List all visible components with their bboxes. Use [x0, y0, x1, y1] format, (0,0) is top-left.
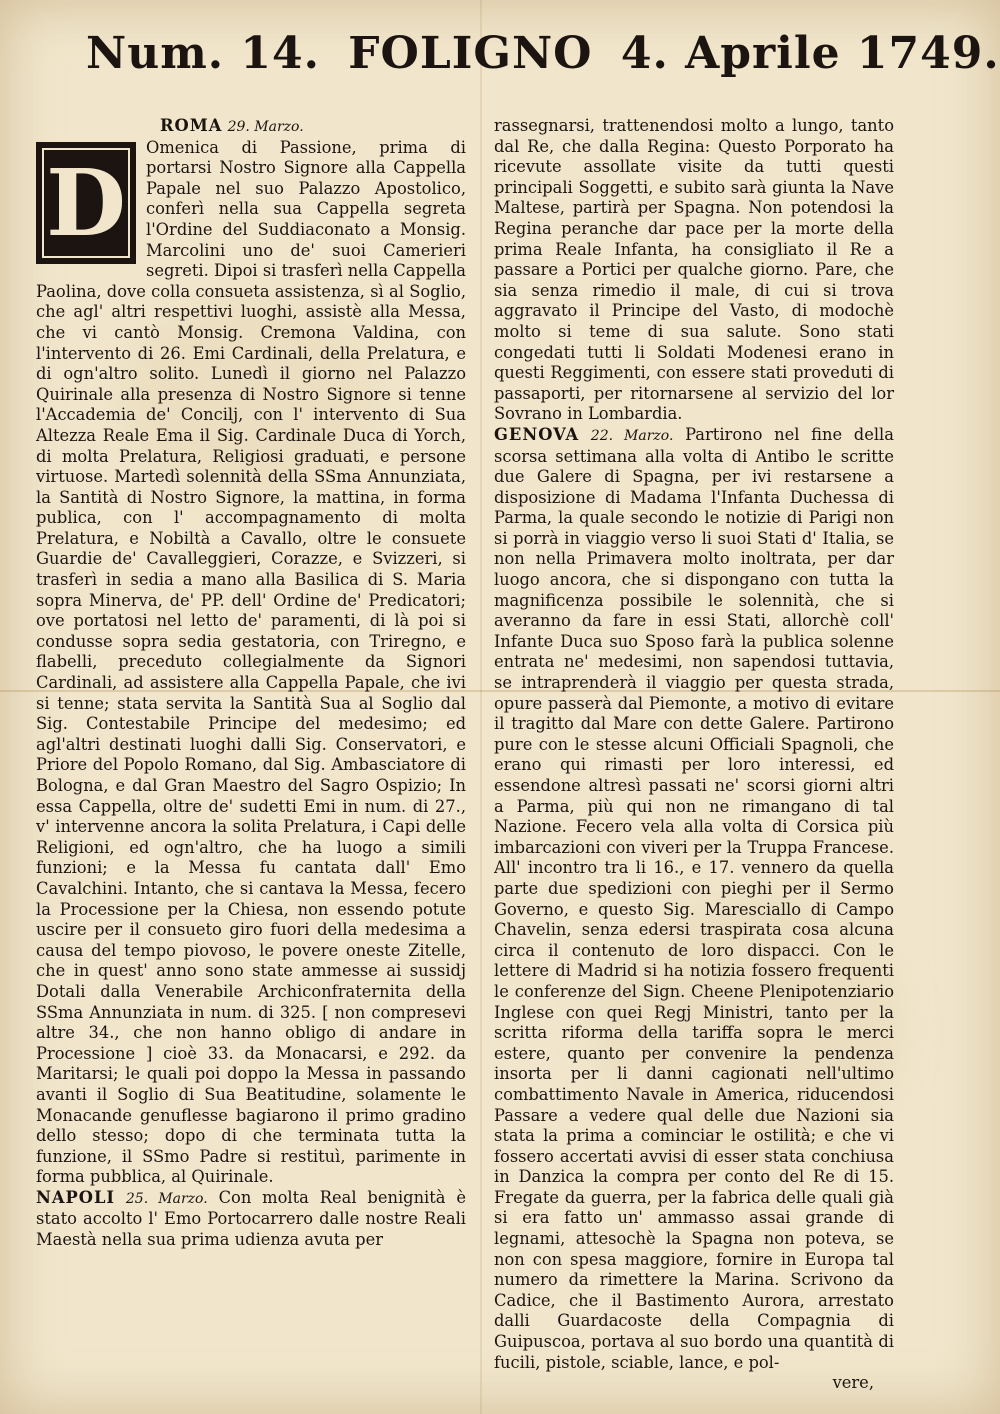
fold-line [480, 0, 482, 1414]
left-column [36, 116, 466, 1251]
dateline-date: 22. Marzo. [590, 427, 674, 444]
dropcap-letter: D [46, 148, 126, 257]
napoli-article [36, 1188, 466, 1251]
dateline-date: 29. Marzo. [227, 119, 304, 135]
genova-text: Partirono nel fine della scorsa settimana alla volta di Antibo le scritte due Galere di Spagna, per ivi restarsene a disposizione di Madama l'Infanta Duchessa di Parma, la quale secondo le notizie di Parigi non si porrà in viaggio verso li suoi Stati d' Italia, se non nella Primavera molto inoltrata, per dar luogo ancora, che si dispongano con tutta la magnificenza possibile le solennità, che si averanno da fare in essi Stati, allorchè coll' Infante Duca suo Sposo farà la publica solenne entrata ne' medesimi, non sapendosi tuttavia, se intraprenderà il viaggio per questa strada, opure passerà dal Piemonte, a motivo di evitare il tragitto dal Mare con dette Galere. Partirono pure con le stesse alcuni Officiali Spagnoli, che erano qui rimasti per loro interessi, ed essendone altresì passati ne' scorsi giorni altri a Parma, più qui non ne rimangano di tal Nazione. Fecero vela alla volta di Corsica più imbarcazioni con viveri per la Truppa Francese. All' incontro tra li 16., e 17. vennero da quella parte due spedizioni con pieghi per il Sermo Governo, e questo Sig. Maresciallo di Campo Chavelin, senza edersi traspirata cosa alcuna circa il contenuto de loro dispacci. Con le lettere di Madrid si ha notizia fossero frequenti le conferenze del Sign. Cheene Plenipotenziario Inglese con quei Regj Ministri, tanto per la scritta riforma della tariffa sopra le merci estere, quanto per convenire la pendenza insorta per li danni cagionati nell'ultimo combattimento Navale in America, riducendosi Passare a vedere qual delle due Nazioni sia stata la prima a cominciar le ostilità; e che vi fossero accertati avvisi di esser stata conchiusa in Danzica la compra per conto del Re di 15. Fregate da guerra, per la fabrica delle quali già si era fatto un' ammasso assai grande di legnami, attesochè la Spagna non poteva, se non con spesa maggiore, fornire in Europa tal numero da rimettere la Marina. Scrivono da Cadice, che il Bastimento Aurora, arrestato dalli Guardacoste della Compagnia di Guipuscoa, portava al suo bordo una quantità di fucili, pistole, sciable, lance, e pol- [494, 424, 894, 1372]
dateline-city: NAPOLI [36, 1187, 116, 1207]
roma-dateline [36, 116, 466, 138]
roma-article: Omenica di Passione, prima di portarsi Nostro Signore alla Cappella Papale nel suo Palazzo Apostolico, conferì nella sua Cappella segreta l'Ordine del Suddiaconato a Monsig. Marcolini uno de' suoi Camerieri segreti. Dipoi si trasferì nella Cappella Paolina, dove colla consueta assistenza, sì al Soglio, che agl' altri respettivi luoghi, assistè alla Messa, che vi cantò Monsig. Cremona Valdina, con l'intervento di 26. Emi Cardinali, della Prelatura, e di ogn'altro solito. Lunedì il giorno nel Palazzo Quirinale alla presenza di Nostro Signore si tenne l'Accademia de' Concilj, con l' intervento di Sua Altezza Reale Emа il Sig. Cardinale Duca di Yorch, di molta Prelatura, Religiosi graduati, e persone virtuose. Martedì solennità della SSma Annunziata, la Santità di Nostro Signore, la mattina, in forma publica, con l' accompagnamento di molta Prelatura, e Nobiltà a Cavallo, oltre le consuete Guardie de' Cavalleggieri, Corazze, e Svizzeri, si trasferì in sedia a mano alla Basilica di S. Maria sopra Minerva, de' PP. dell' Ordine de' Predicatori; ove portatosi nel letto de' paramenti, di là poi si condusse sopra sedia gestatoria, con Triregno, e flabelli, preceduto collegialmente da Signori Cardinali, ad assistere alla Cappella Papale, che ivi si tenne; stata servita la Santità Sua al Soglio dal Sig. Contestabile Principe del medesimo; ed agl'altri destinati luoghi dalli Sig. Conservatori, e Priore del Popolo Romano, dal Sig. Ambasciatore di Bologna, e dal Gran Maestro del Sagro Ospizio; In essa Cappella, oltre de' sudetti Emi in num. di 27., v' intervenne ancora la solita Prelatura, i Capi delle Religioni, ed ogn'altro, che ha luogo a simili funzioni; e la Messa fu cantata dall' Emo Cavalchini. Intanto, che si cantava la Messa, fecero la Processione per la Chiesa, non essendo potute uscire per il consueto giro fuori della medesima a causa del tempo piovoso, le povere oneste Zitelle, che in quest' anno sono state ammesse ai sussidj Dotali dalla Venerabile Archiconfraternita della SSma Annunziata in num. di 325. [ non compresevi altre 34., che non hanno obligo di andare in Processione ] cioè 33. da Monacarsi, e 292. da Maritarsi; le quali poi doppo la Messa in passando avanti il Soglio di Sua Beatitudine, solamente le Monacande genuflesse bagiarono il primo gradino dello stesso; dopo di che terminata tutta la funzione, il SSmo Padre si restituì, parimente in forma pubblica, al Quirinale. [36, 137, 466, 1187]
masthead-date: 4. Aprile 1749. [620, 28, 1000, 79]
napoli-continuation: rassegnarsi, trattenendosi molto a lungo, tanto dal Re, che dalla Regina: Questo Porporato ha ricevute assollate visite da tutti questi principali Soggetti, e subito sarà giunta la Nave Maltese, partirà per Spagna. Non potendosi la Regina peranche dar pace per la morte della prima Reale Infanta, ha consigliato il Re a passare a Portici per qualche giorno. Pare, che sia senza rimedio il male, di cui si trova aggravato il Principe del Vasto, di modochè molto si teme di sua salute. Sono stati congedati tutti li Soldati Modenesi erano in questi Reggimenti, con essere stati proveduti di passaporti, per ritornarsene al servizio del lor Sovrano in Lombardia. [494, 116, 894, 424]
decorated-initial [36, 142, 136, 264]
masthead-city: FOLIGNO [348, 28, 593, 79]
catchword: vere, [832, 1373, 874, 1393]
issue-number: Num. 14. [86, 28, 320, 79]
dateline-city: ROMA [160, 116, 223, 135]
dateline-date: 25. Marzo. [125, 1190, 208, 1207]
masthead [80, 28, 1000, 98]
napoli-text: Con molta Real benignità è stato accolto l' Emo Portocarrero dalle nostre Reali Maestà nella sua prima udienza avuta per [36, 1187, 467, 1250]
right-column [494, 116, 894, 1394]
genova-article [494, 425, 894, 1373]
dateline-city: GENOVA [494, 424, 580, 444]
